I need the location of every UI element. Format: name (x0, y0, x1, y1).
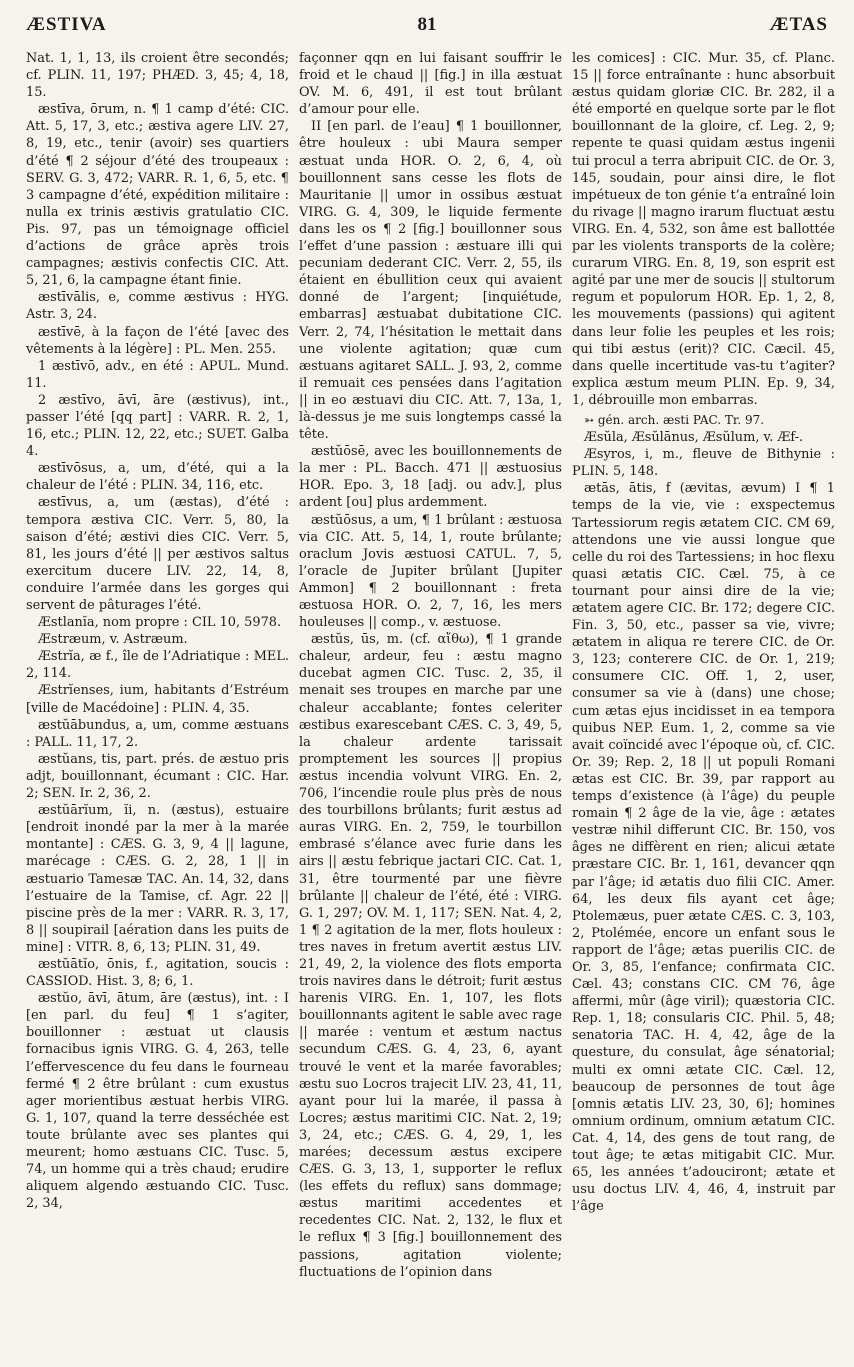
entry-continuation: Nat. 1, 1, 13, ils croient être secondés; cf. PLIN. 11, 197; PHÆD. 3, 45; 4, 18, 15. (26, 51, 289, 101)
column-1 (26, 50, 289, 1358)
dictionary-entry: 1 æstīvō, adv., en été : APUL. Mund. 11. (26, 358, 289, 391)
dictionary-entry: Æsŭla, Æsŭlānus, Æsŭlum, v. Æf-. (584, 430, 804, 446)
dictionary-entry: æstīvus, a, um (æstas), d’été : tempora æstiva CIC. Verr. 5, 80, la saison d’été; æstivi dies CIC. Verr. 5, 81, les jours d’été || per æstivos saltus exercitum ducere LIV. 22, 14, 8, conduire l’armée dans les gorges qui servent de pâturages l’été. (26, 495, 289, 613)
running-head-left: ÆSTIVA (26, 14, 107, 35)
page-header (26, 14, 828, 44)
dictionary-entry: æstīvē, à la façon de l’été [avec des vêtements à la légère] : PL. Men. 255. (26, 324, 289, 357)
dictionary-entry: ætās, ātis, f (ævitas, ævum) I ¶ 1 temps de la vie, vie : exspectemus Tartessiorum regis ætatem CIC. CM 69, attendons une vie aussi longue que celle du roi des Tartessiens; in hoc flexu quasi ætatis CIC. Cæl. 75, à ce tournant pour ainsi dire de la vie; ætatem agere CIC. Br. 172; degere CIC. Fin. 3, 50, etc., passer sa vie, vivre; ætatem in aliqua re terere CIC. de Or. 3, 123; conterere CIC. de Or. 1, 219; consumere CIC. Off. 1, 2, user, consumer sa vie à (dans) une chose; cum ætas ejus incidisset in ea tempora quibus NEP. Eum. 1, 2, comme sa vie avait coïncidé avec l’époque où, cf. CIC. Or. 39; Rep. 2, 18 || ut populi Romani ætas est CIC. Br. 39, par rapport au temps d’existence (à l’âge) du peuple romain ¶ 2 âge de la vie, âge : ætates vestræ nihil differunt CIC. Br. 150, vos âges ne diffèrent en rien; alicui ætate præstare CIC. Br. 1, 161, devancer qqn par l’âge; id ætatis duo filii CIC. Amer. 64, les deux fils ayant cet âge; Ptolemæus, puer ætate CÆS. C. 3, 103, 2, Ptolémée, encore un enfant sous le rapport de l’âge; ætas puerilis CIC. de Or. 3, 85, l’enfance; confirmata CIC. Cæl. 43; constans CIC. CM 76, âge affermi, mûr (âge viril); quæstoria CIC. Rep. 1, 18; consularis CIC. Phil. 5, 48; senatoria TAC. H. 4, 42, âge de la questure, du consulat, âge sénatorial; multi ex omni ætate CIC. Cæl. 12, beaucoup de personnes de tout âge [omnis ætatis LIV. 23, 30, 6]; homines omnium ordinum, omnium ætatum CIC. Cat. 4, 14, des gens de tout rang, de tout âge; te ætas mitigabit CIC. Mur. 65, les années t’adouciront; ætate et usu doctus LIV. 4, 46, 4, instruit par l’âge (572, 481, 835, 1215)
column-3 (572, 50, 835, 1358)
dictionary-entry: Æstræum, v. Astræum. (38, 632, 188, 648)
dictionary-entry: Æsyros, i, m., fleuve de Bithynie : PLIN. 5, 148. (572, 447, 835, 480)
dictionary-entry: æstŭōsus, a um, ¶ 1 brûlant : æstuosa via CIC. Att. 5, 14, 1, route brûlante; oraclum Jovis æstuosi CATUL. 7, 5, l’oracle de Jupiter brûlant [Jupiter Ammon] ¶ 2 bouillonnant : freta æstuosa HOR. O. 2, 7, 16, les mers houleuses || comp., v. æstuose. (299, 512, 562, 631)
dictionary-entry: Æstlanĭa, nom propre : CIL 10, 5978. (38, 615, 282, 631)
page-number: 81 (417, 14, 437, 35)
dictionary-entry: æstŭōsē, avec les bouillonnements de la mer : PL. Bacch. 471 || æstuosius HOR. Epo. 3, 18 [adj. ou adv.], plus ardent [ou] plus ardemment. (299, 444, 562, 511)
dictionary-entry: æstŭs, ūs, m. (cf. αἴθω), ¶ 1 grande chaleur, ardeur, feu : æstu magno ducebat agmen CIC. Tusc. 2, 35, il menait ses troupes en marche par une chaleur accablante; fontes celeriter æstibus exarescebant CÆS. C. 3, 49, 5, la chaleur ardente tarissait promptement les sources || propius æstus incendia volvunt VIRG. En. 2, 706, l’incendie roule plus près de nous des tourbillons brûlants; furit æstus ad auras VIRG. En. 2, 759, le tourbillon embrasé s’élance avec furie dans les airs || æstu febrique jactari CIC. Cat. 1, 31, être tourmenté par une fièvre brûlante || chaleur de l’été, été : VIRG. G. 1, 297; OV. M. 1, 117; SEN. Nat. 4, 2, 1 ¶ 2 agitation de la mer, flots houleux : tres naves in fretum avertit æstus LIV. 21, 49, 2, la violence des flots emporta trois navires dans le détroit; furit æstus harenis VIRG. En. 1, 107, les flots bouillonnants agitent le sable avec rage || marée : ventum et æstum nactus secundum CÆS. G. 4, 23, 6, ayant trouvé le vent et la marée favorables; æstu suo Locros trajecit LIV. 23, 41, 11, ayant pour lui la marée, il passa à Locres; æstus maritimi CIC. Nat. 2, 19; 3, 24, etc.; CÆS. G. 4, 29, 1, les marées; decessum æstus excipere CÆS. G. 3, 13, 1, supporter le reflux (les effets du reflux) sans dommage; æstus maritimi accedentes et recedentes CIC. Nat. 2, 132, le flux et le reflux ¶ 3 [fig.] bouillonnement des passions, agitation violente; fluctuations de l’opinion dans (299, 632, 562, 1280)
entry-continuation: les comices] : CIC. Mur. 35, cf. Planc. 15 || force entraînante : hunc absorbuit æstus quidam gloriæ CIC. Br. 282, il a été emporté en quelque sorte par le flot bouillonnant de la gloire, cf. Leg. 2, 9; repente te quasi quidam æstus ingenii tui procul a terra abripuit CIC. de Or. 3, 145, soudain, pour ainsi dire, le flot impétueux de ton génie t’a entraîné loin du rivage || magno irarum fluctuat æstu VIRG. En. 4, 532, son âme est ballottée par les violents transports de la colère; curarum VIRG. En. 8, 19, son esprit est agité par une mer de soucis || stultorum regum et populorum HOR. Ep. 1, 2, 8, les mouvements (passions) qui agitent dans leur folie les peuples et les rois; qui tibi æstus (erit)? CIC. Cæcil. 45, dans quelle incertitude vas-tu t’agiter? explica æstum meum PLIN. Ep. 9, 34, 1, débrouille mon embarras. (572, 51, 835, 408)
dictionary-entry: æstŭārĭum, ĭi, n. (æstus), estuaire [endroit inondé par la mer à la marée montante] : CÆS. G. 3, 9, 4 || lagune, marécage : CÆS. G. 2, 28, 1 || in æstuario Tamesæ TAC. An. 14, 32, dans l’estuaire de la Tamise, cf. Agr. 22 || piscine près de la mer : VARR. R. 3, 17, 8 || soupirail [aération dans les puits de mine] : VITR. 8, 6, 13; PLIN. 31, 49. (26, 803, 289, 955)
dictionary-entry: æstīva, ōrum, n. ¶ 1 camp d’été: CIC. Att. 5, 17, 3, etc.; æstiva agere LIV. 27, 8, 19, etc., tenir (avoir) ses quartiers d’été ¶ 2 séjour d’été des troupeaux : SERV. G. 3, 472; VARR. R. 1, 6, 5, etc. ¶ 3 campagne d’été, expédition militaire : nulla ex trinis æstivis gratulatio CIC. Pis. 97, pas un témoignage officiel d’actions de grâce après trois campagnes; æstivis confectis CIC. Att. 5, 21, 6, la campagne étant finie. (26, 102, 289, 289)
dictionary-columns (26, 50, 836, 1358)
entry-note: ➳ gén. arch. æsti PAC. Tr. 97. (584, 412, 765, 427)
dictionary-entry: Æstrĭa, æ f., île de l’Adriatique : MEL. 2, 114. (26, 649, 289, 682)
dictionary-entry: æstŭo, āvī, ātum, āre (æstus), int. : I [en parl. du feu] ¶ 1 s’agiter, bouillonner : æstuat ut clausis fornacibus ignis VIRG. G. 4, 263, telle l’effervescence du feu dans le fourneau fermé ¶ 2 être brûlant : cum exustus ager morientibus æstuat herbis VIRG. G. 1, 107, quand la terre desséchée est toute brûlante avec ses plantes qui meurent; homo æstuans CIC. Tusc. 5, 74, un homme qui a très chaud; erudire aliquem algendo æstuando CIC. Tusc. 2, 34, (26, 991, 289, 1212)
dictionary-entry: æstīvōsus, a, um, d’été, qui a la chaleur de l’été : PLIN. 34, 116, etc. (26, 461, 289, 494)
dictionary-entry: 2 æstīvo, āvī, āre (æstivus), int., passer l’été [qq part] : VARR. R. 2, 1, 16, etc.; PLIN. 12, 22, etc.; SUET. Galba 4. (26, 392, 289, 460)
column-2 (299, 50, 562, 1358)
running-head-right: ÆTAS (769, 14, 828, 35)
entry-continuation: façonner qqn en lui faisant souffrir le froid et le chaud || [fig.] in illa æstuat OV. M. 6, 491, il est tout brûlant d’amour pour elle. (299, 51, 562, 118)
dictionary-entry: æstŭans, tis, part. prés. de æstuo pris adjt, bouillonnant, écumant : CIC. Har. 2; SEN. Ir. 2, 36, 2. (26, 751, 289, 802)
dictionary-entry: II [en parl. de l’eau] ¶ 1 bouillonner, être houleux : ubi Maura semper æstuat unda HOR. O. 2, 6, 4, où bouillonnent sans cesse les flots de Mauritanie || umor in ossibus æstuat VIRG. G. 4, 309, le liquide fermente dans les os ¶ 2 [fig.] bouillonner sous l’effet d’une passion : æstuare illi qui pecuniam dederant CIC. Verr. 2, 55, ils étaient en ébullition ceux qui avaient donné de l’argent; [inquiétude, embarras] æstuabat dubitatione CIC. Verr. 2, 74, l’hésitation le mettait dans une violente agitation; quæ cum æstuans agitaret SALL. J. 93, 2, comme il remuait ces pensées dans l’agitation || in eo æstuavi diu CIC. Att. 7, 13a, 1, là-dessus je me suis longtemps cassé la tête. (299, 119, 562, 443)
dictionary-entry: Æstrĭenses, ium, habitants d’Estréum [ville de Macédoine] : PLIN. 4, 35. (26, 683, 289, 716)
dictionary-entry: æstŭātĭo, ōnis, f., agitation, soucis : CASSIOD. Hist. 3, 8; 6, 1. (26, 956, 289, 990)
dictionary-entry: æstŭābundus, a, um, comme æstuans : PALL. 11, 17, 2. (26, 717, 289, 750)
dictionary-entry: æstīvālis, e, comme æstivus : HYG. Astr. 3, 24. (26, 290, 289, 323)
